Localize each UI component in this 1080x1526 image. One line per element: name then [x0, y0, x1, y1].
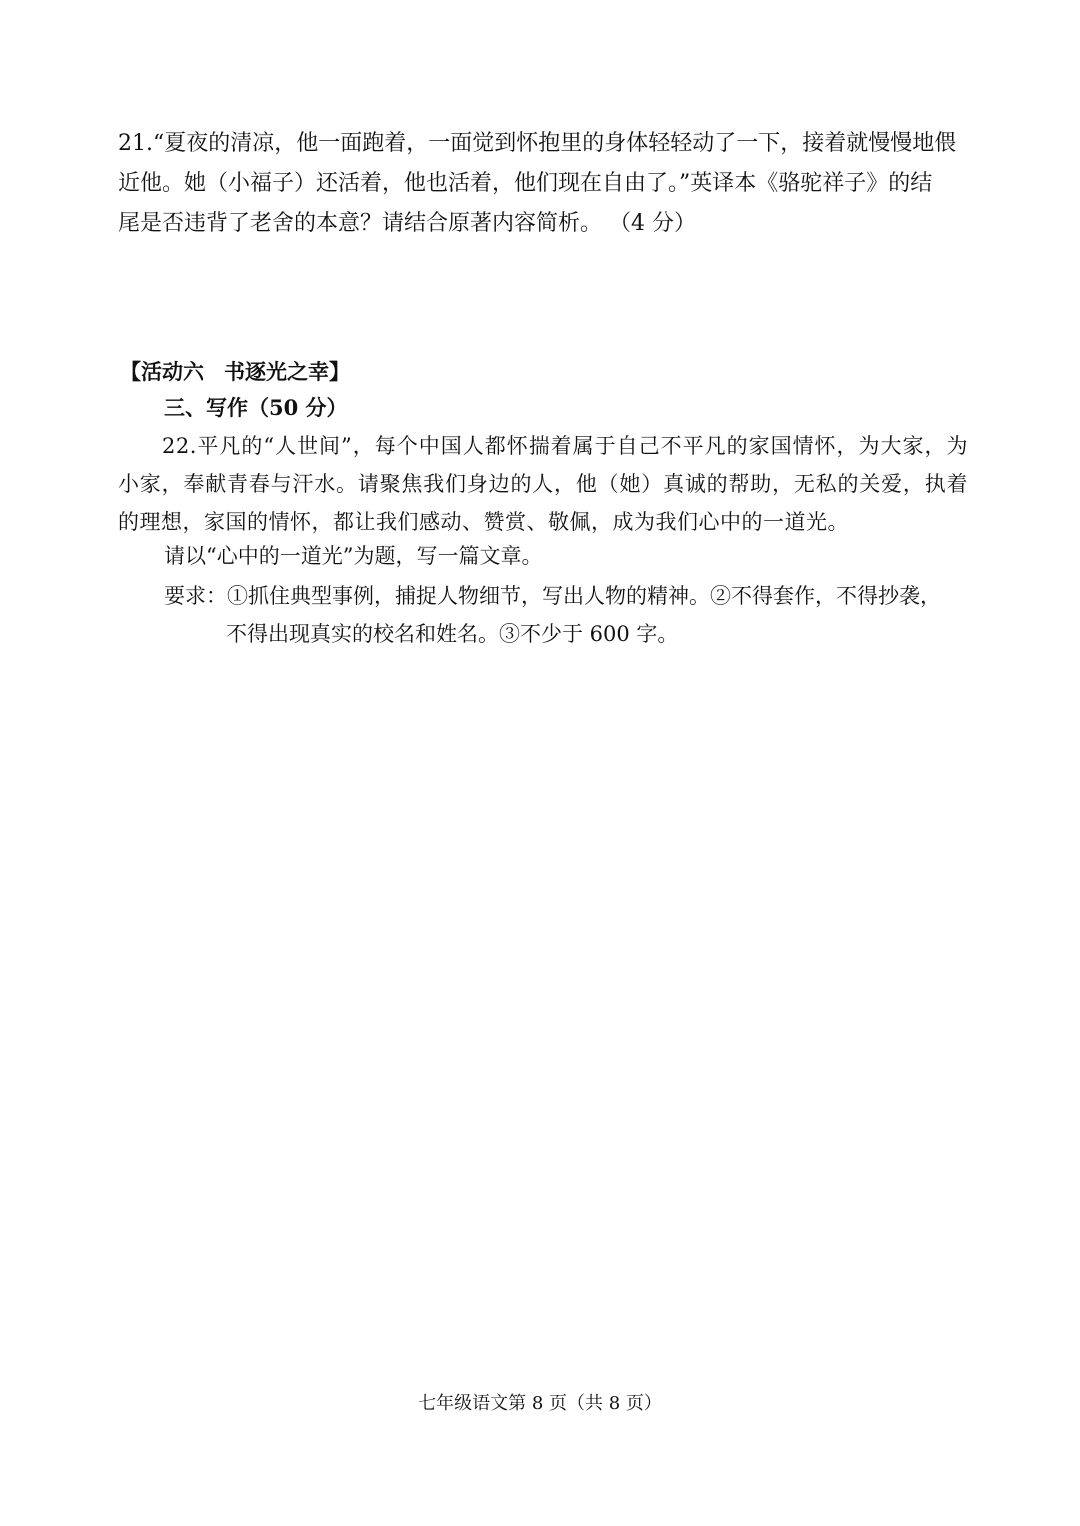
- page-footer: 七年级语文第 8 页（共 8 页）: [418, 1393, 662, 1414]
- requirements-line-2: 不得出现真实的校名和姓名。③不少于 600 字。: [226, 622, 679, 646]
- question-21-line-3: [118, 204, 968, 244]
- question-21-score: （4 分）: [620, 211, 697, 236]
- activity-label: 【活动六: [120, 359, 204, 384]
- question-21: [118, 124, 968, 244]
- question-22-requirements: [164, 577, 970, 653]
- question-22-prompt: [118, 427, 968, 541]
- activity-title: 书逐光之幸】: [224, 359, 350, 384]
- requirements-line-1: 要求：①抓住典型事例，捕捉人物细节，写出人物的精神。②不得套作，不得抄袭，: [164, 584, 941, 608]
- question-21-line-3-text: 尾是否违背了老舍的本意？请结合原著内容简析。: [118, 211, 603, 236]
- section-title: 三、写作（50 分）: [164, 395, 348, 420]
- question-21-line-1: 21.“夏夜的清凉，他一面跑着，一面觉到怀抱里的身体轻轻动了一下，接着就慢慢地偎: [118, 131, 957, 156]
- question-21-line-2: 近他。她（小福子）还活着，他也活着，他们现在自由了。”英译本《骆驼祥子》的结: [118, 171, 933, 196]
- question-22-instruction: 请以“心中的一道光”为题，写一篇文章。: [164, 544, 543, 568]
- activity-heading: [120, 355, 350, 389]
- question-22-prompt-text: 22.平凡的“人世间”，每个中国人都怀揣着属于自己不平凡的家国情怀，为大家，为小家，奉献青春与汗水。请聚焦我们身边的人，他（她）真诚的帮助，无私的关爱，执着的理想，家国的情怀，都让我们感动、赞赏、敬佩，成为我们心中的一道光。: [118, 434, 968, 534]
